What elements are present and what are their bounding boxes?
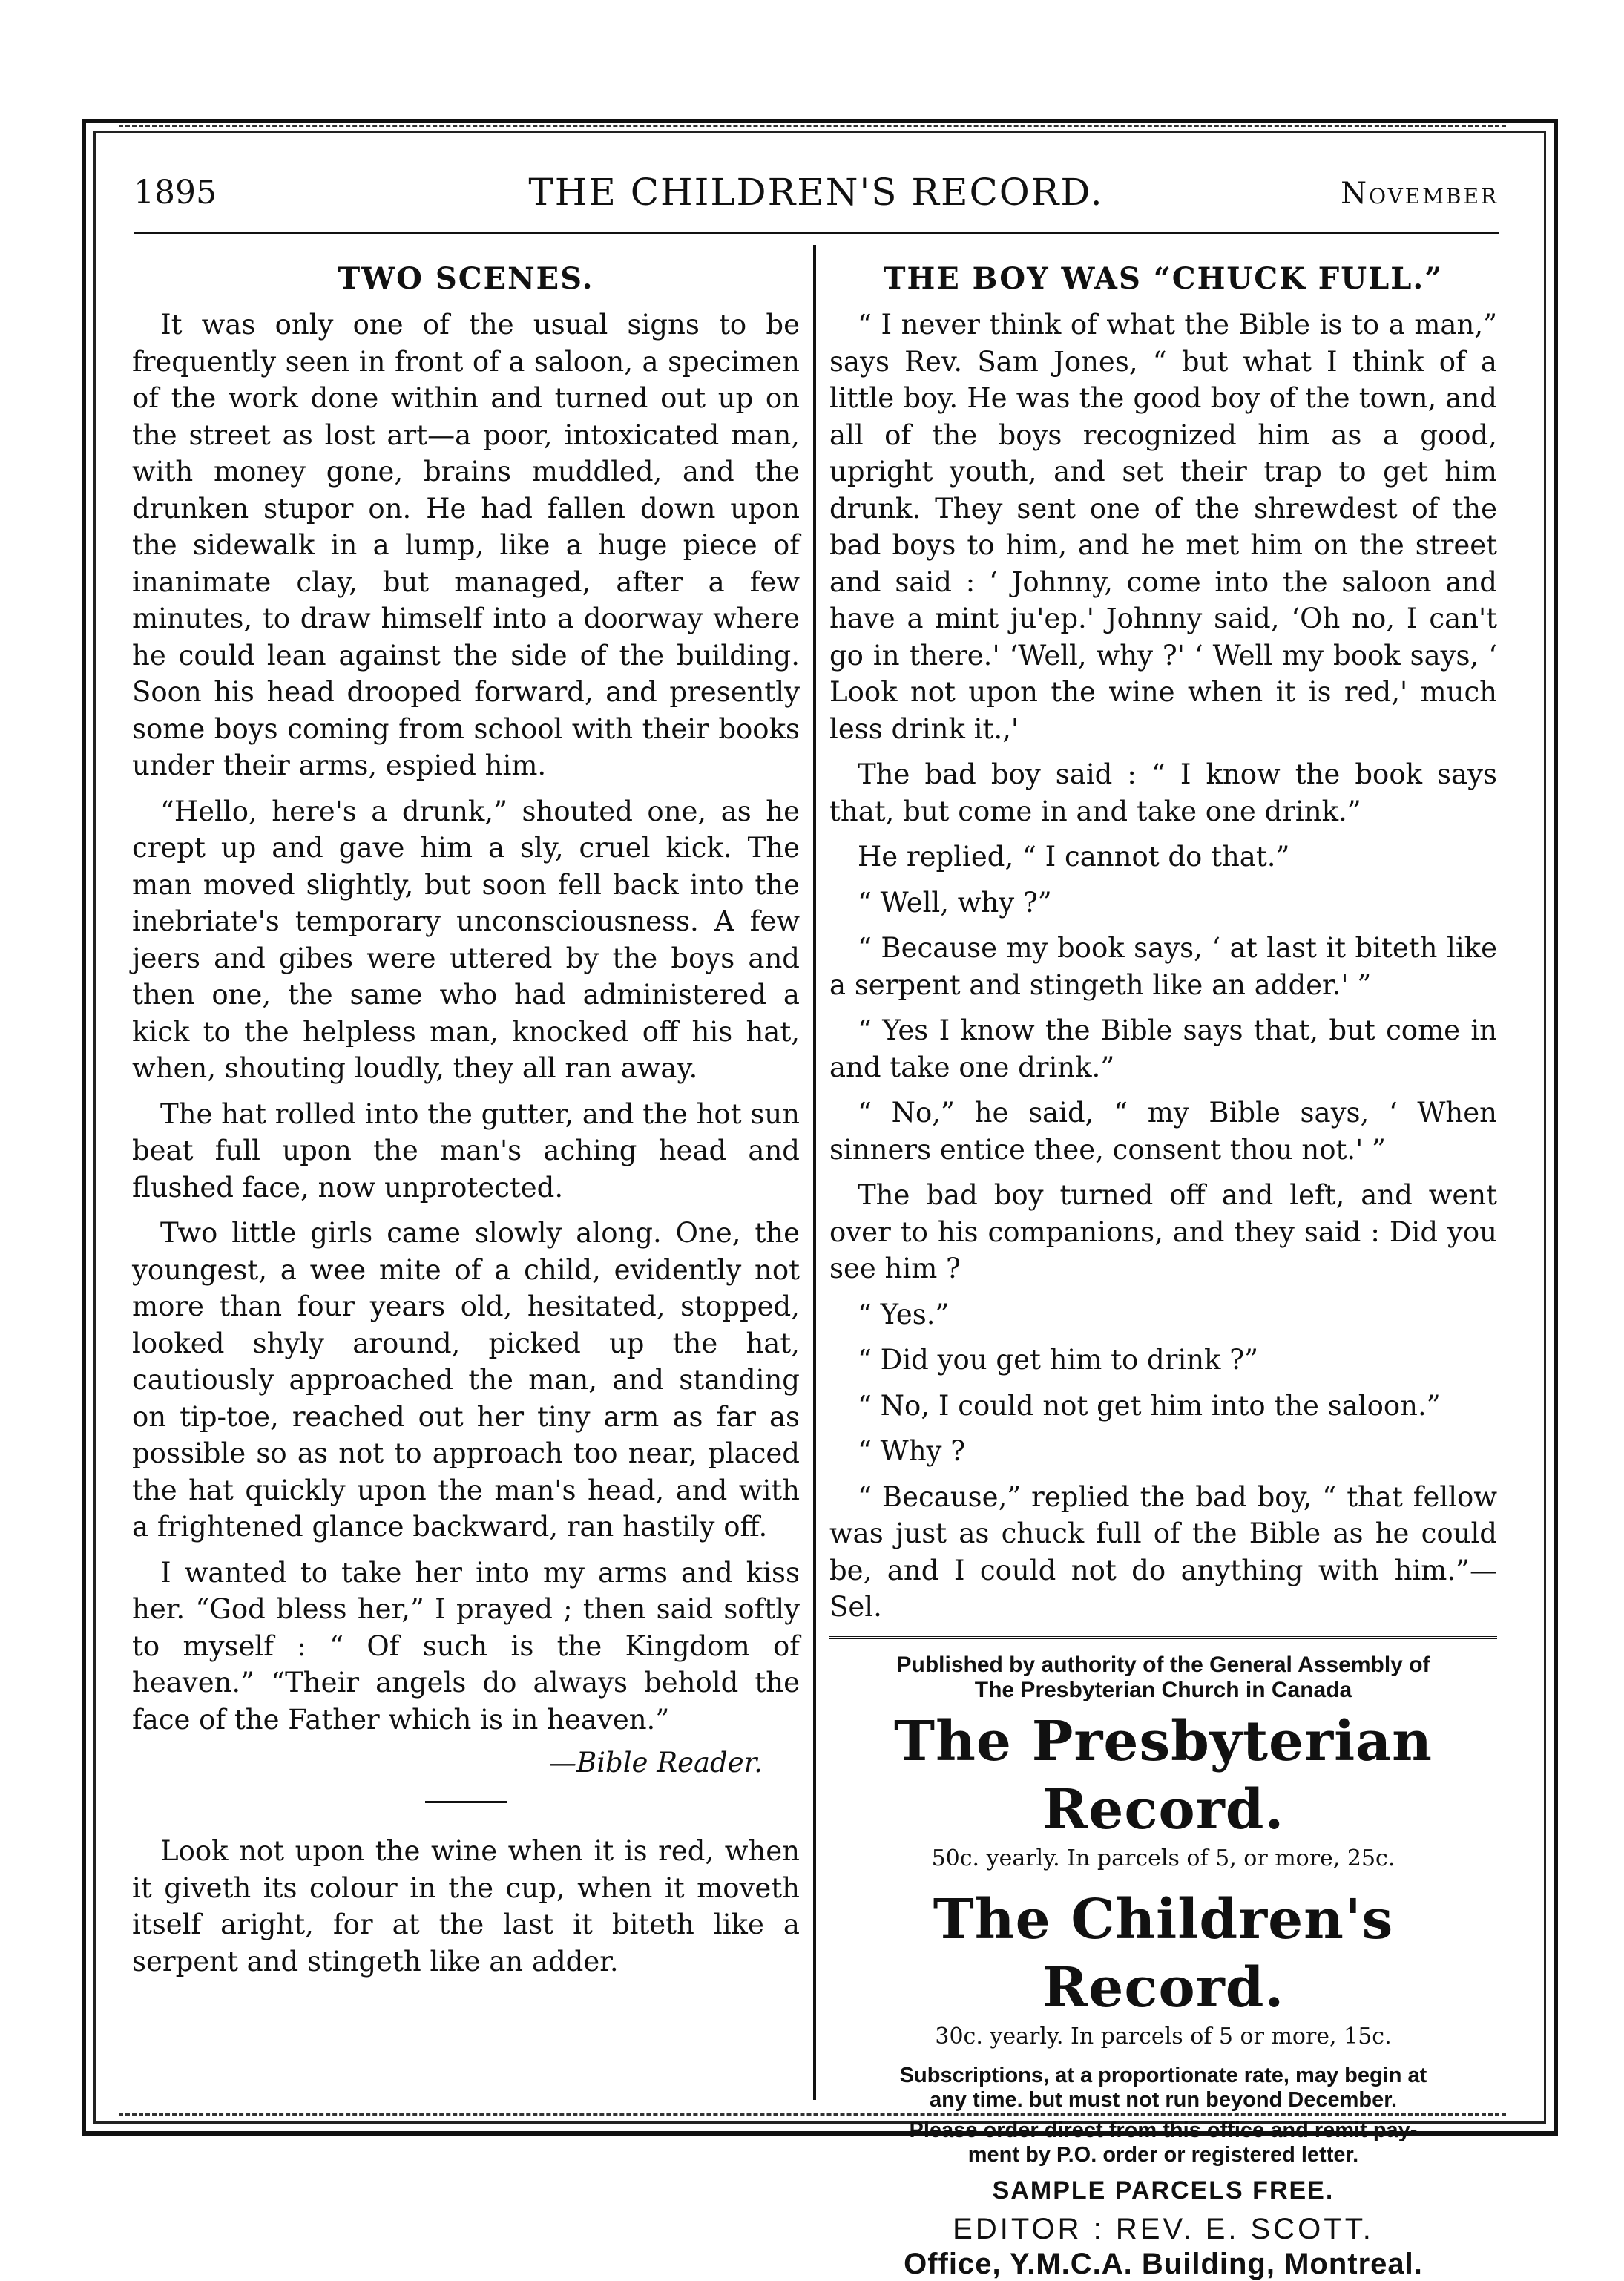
- header-rule: [134, 232, 1499, 234]
- verse-paragraph: Look not upon the wine when it is red, when it giveth its colour in the cup, when it moveth itself aright, for at the last it biteth like a serpent and stingeth like an adder.: [132, 1835, 800, 1978]
- article-paragraph: “ Because,” replied the bad boy, “ that fellow was just as chuck full of the Bible as he could be, and I could not do anything with him.”—Sel.: [829, 1480, 1497, 1623]
- editor-line: EDITOR : REV. E. SCOTT.: [953, 2212, 1374, 2245]
- article-paragraph: “Hello, here's a drunk,” shouted one, as he crept up and gave him a sly, cruel kick. The man moved slightly, but soon fell back into the inebriate's temporary unconsciousness. A few jeers and gibes were uttered by the boys and then one, the same who had administered a kick to the helpless man, knocked off his hat, when, shouting loudly, they all ran away.: [132, 795, 800, 1084]
- article-paragraph: “ Yes I know the Bible says that, but come in and take one drink.”: [829, 1014, 1497, 1083]
- column-divider: [813, 245, 816, 2100]
- article-paragraph: “ Did you get him to drink ?”: [858, 1344, 1258, 1376]
- article-paragraph: I wanted to take her into my arms and kiss her. “God bless her,” I prayed ; then said softly to myself : “ Of such is the Kingdom of heaven.” “Their angels do always behold the face of the Father which is in heaven.”: [132, 1556, 800, 1736]
- article-paragraph: “ No,” he said, “ my Bible says, ‘ When sinners entice thee, consent thou not.' ”: [829, 1097, 1497, 1166]
- article-heading-chuck-full: THE BOY WAS “CHUCK FULL.”: [883, 261, 1444, 296]
- subscriptions-line: any time. but must not run beyond December.: [929, 2087, 1398, 2112]
- article-heading-two-scenes: TWO SCENES.: [338, 261, 594, 296]
- article-paragraph: “ Yes.”: [858, 1298, 950, 1330]
- masthead-presbyterian-record: The Presbyterian Record.: [894, 1709, 1433, 1842]
- price-childrens-record: 30c. yearly. In parcels of 5 or more, 15c.: [935, 2023, 1392, 2049]
- header-title: THE CHILDREN'S RECORD.: [528, 171, 1104, 214]
- article-paragraph: “ Well, why ?”: [858, 886, 1052, 919]
- order-line: Please order direct from this office and remit pay-: [909, 2118, 1418, 2142]
- article-paragraph: “ No, I could not get him into the saloon.”: [858, 1389, 1441, 1422]
- order-note: [829, 2118, 1497, 2167]
- article-paragraph: The bad boy said : “ I know the book says that, but come in and take one drink.”: [829, 758, 1497, 827]
- authority-line: Published by authority of the General Assembly of: [896, 1652, 1430, 1677]
- sample-parcels: SAMPLE PARCELS FREE.: [992, 2176, 1335, 2205]
- header-year: 1895: [134, 174, 217, 211]
- header-month: November: [1341, 177, 1499, 211]
- page-header: [134, 163, 1499, 230]
- subscriptions-line: Subscriptions, at a proportionate rate, may begin at: [899, 2063, 1427, 2087]
- article-paragraph: “ Because my book says, ‘ at last it biteth like a serpent and stingeth like an adder.' ”: [829, 932, 1497, 1001]
- publisher-block: [829, 1653, 1497, 2281]
- article-paragraph: He replied, “ I cannot do that.”: [858, 841, 1290, 873]
- top-ornament: [119, 125, 1506, 137]
- article-attribution: —Bible Reader.: [549, 1747, 763, 1779]
- section-rule: [425, 1801, 507, 1803]
- subscriptions-note: [829, 2064, 1497, 2113]
- article-paragraph: The hat rolled into the gutter, and the hot sun beat full upon the man's aching head and flushed face, now unprotected.: [132, 1097, 800, 1204]
- article-paragraph: “ Why ?: [858, 1435, 966, 1467]
- article-paragraph: Two little girls came slowly along. One, the youngest, a wee mite of a child, evidently not more than four years old, hesitated, stopped, looked shyly around, picked up the hat, cautiously approached the man, and standing on tip-toe, reached out her tiny arm as far as possible so as not to approach too near, placed the hat quickly upon the man's head, and with a frightened glance backward, ran hastily off.: [132, 1217, 800, 1543]
- order-line: ment by P.O. order or registered letter.: [967, 2142, 1359, 2167]
- price-presbyterian-record: 50c. yearly. In parcels of 5, or more, 25c.: [931, 1845, 1395, 1871]
- article-paragraph: It was only one of the usual signs to be frequently seen in front of a saloon, a specimen of the work done within and turned out up on the street as lost art—a poor, intoxicated man, with money gone, brains muddled, and the drunken stupor on. He had fallen down upon the sidewalk in a lump, like a huge piece of inanimate clay, but managed, after a few minutes, to draw himself into a doorway where he could lean against the side of the building. Soon his head drooped forward, and presently some boys coming from school with their books under their arms, espied him.: [132, 309, 800, 781]
- publisher-rule: [829, 1636, 1497, 1642]
- authority-line: The Presbyterian Church in Canada: [974, 1677, 1352, 1702]
- article-paragraph: The bad boy turned off and left, and went over to his companions, and they said : Did you see him ?: [829, 1179, 1497, 1284]
- masthead-childrens-record: The Children's Record.: [933, 1887, 1394, 2020]
- left-column: [132, 252, 800, 1989]
- right-column: [829, 252, 1497, 2281]
- article-paragraph: “ I never think of what the Bible is to a man,” says Rev. Sam Jones, “ but what I think of a little boy. He was the good boy of the town, and all of the boys recognized him as a good, upright youth, and set their trap to get him drunk. They sent one of the shrewdest of the bad boys to him, and he met him on the street and said : ‘ Johnny, come into the saloon and have a mint ju'ep.' Johnny said, ‘Oh no, I can't go in there.' ‘Well, why ?' ‘ Well my book says, ‘ Look not upon the wine when it is red,' much less drink it.,': [829, 309, 1497, 745]
- office-line: Office, Y.M.C.A. Building, Montreal.: [904, 2247, 1423, 2280]
